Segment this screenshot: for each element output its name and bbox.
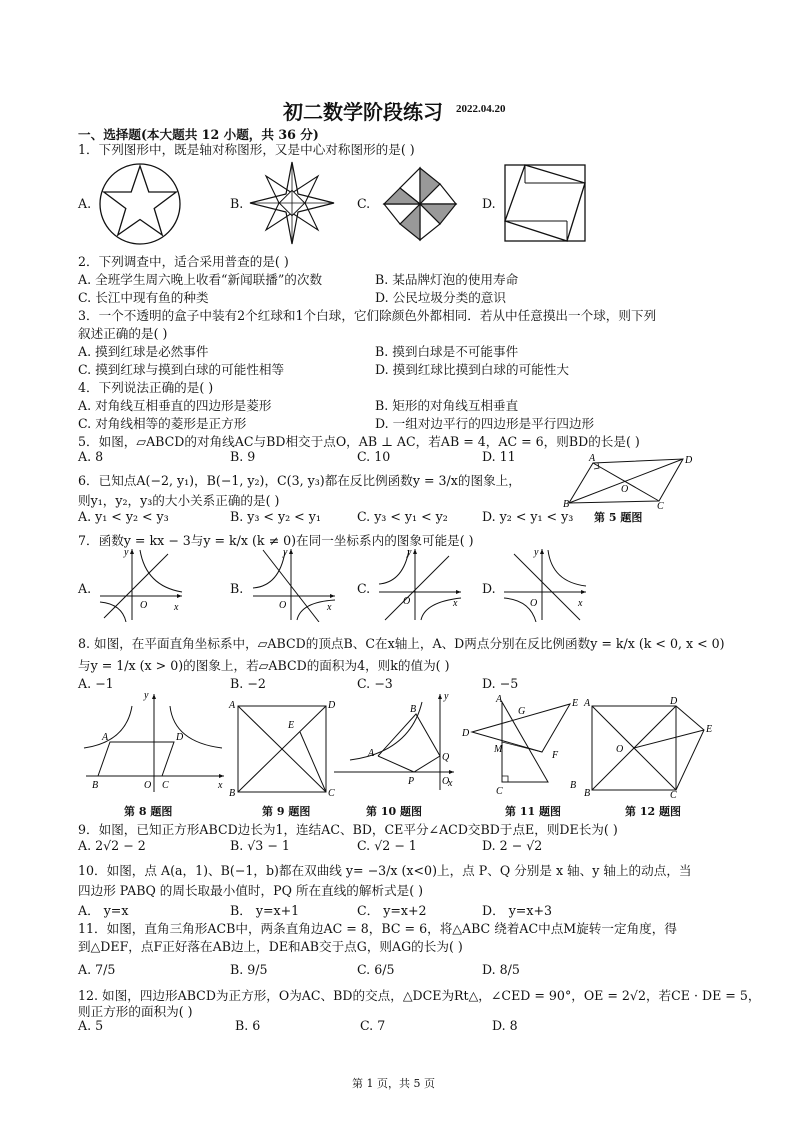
q11-label-b: B [570,780,577,791]
q11-stem: 11．如图，直角三角形ACB中，两条直角边AC = 8，BC = 6，将△ABC 绕着AC中点M旋转一定角度，得 [78,921,677,936]
q10-option-a[interactable]: A． y=x [78,903,129,918]
q6-option-d[interactable]: D. y₂ < y₁ < y₃ [482,509,574,524]
q8-stem: 8. 如图，在平面直角坐标系中，▱ABCD的顶点B、C在x轴上，A、D两点分别在反比例函数y = k/x (k < 0, x < 0) [78,636,725,651]
q4-option-d[interactable]: D. 一组对边平行的四边形是平行四边形 [375,416,595,431]
q10-figure [330,690,458,794]
q10-label-a: A [368,748,375,759]
q7a-o-label: O [140,600,148,611]
q5-option-c[interactable]: C. 10 [357,449,391,464]
q7b-y-label: y [283,547,288,558]
q12-option-c[interactable]: C. 7 [360,1018,386,1033]
q4-option-a[interactable]: A. 对角线互相垂直的四边形是菱形 [78,398,272,413]
q10-option-c[interactable]: C． y=x+2 [357,903,427,918]
q11-option-b[interactable]: B. 9/5 [230,962,268,977]
q4-option-c[interactable]: C. 对角线相等的菱形是正方形 [78,416,247,431]
q11-label-m: M [494,744,503,755]
q7c-o-label: O [403,596,411,607]
q12-stem-cont: 则正方形的面积为( ) [78,1004,193,1019]
q7-graph-a [96,546,186,622]
q7-option-b[interactable]: B. [230,581,244,596]
q5-label-o: O [621,484,629,495]
q12-label-d: D [670,696,678,707]
q1-option-d[interactable]: D. [482,196,496,211]
q2-option-c[interactable]: C. 长江中现有鱼的种类 [78,290,209,305]
q11-label-g: G [518,706,526,717]
q12-label-c: C [670,790,677,798]
q12-label-o: O [616,744,624,755]
q3-stem: 3．一个不透明的盒子中装有2个红球和1个白球，它们除颜色外都相同．若从中任意摸出一个球，则下列 [78,308,657,323]
page-footer: 第 1 页，共 5 页 [352,1077,435,1090]
page-title: 初二数学阶段练习 [283,100,443,124]
q11-option-a[interactable]: A. 7/5 [78,962,116,977]
q11-caption: 第 11 题图 [505,805,561,818]
q11-label-c: C [496,786,503,796]
q7c-y-label: y [407,547,412,558]
q5-label-a: A [589,453,596,464]
q3-option-d[interactable]: D. 摸到红球比摸到白球的可能性大 [375,362,569,377]
q7-option-d[interactable]: D. [482,581,496,596]
q9-label-e: E [288,720,295,731]
q8-option-b[interactable]: B. −2 [230,676,266,691]
q1-option-a[interactable]: A. [78,196,92,211]
q11-label-e: E [572,698,579,709]
q1-figure-c-pinwheel [374,162,466,246]
q6-option-c[interactable]: C. y₃ < y₁ < y₂ [357,509,448,524]
q7b-x-label: x [327,602,332,613]
q9-caption: 第 9 题图 [262,805,311,818]
q5-caption: 第 5 题图 [594,511,643,524]
q8-label-x: x [218,780,223,791]
q5-option-b[interactable]: B. 9 [230,449,256,464]
q10-caption: 第 10 题图 [366,805,422,818]
q2-option-d[interactable]: D. 公民垃圾分类的意识 [375,290,506,305]
section-heading: 一、选择题(本大题共 12 小题，共 36 分) [78,127,319,142]
q7-graph-c [375,546,465,622]
q2-option-a[interactable]: A. 全班学生周六晚上收看“新闻联播”的次数 [78,272,323,287]
q2-option-b[interactable]: B. 某品牌灯泡的使用寿命 [375,272,519,287]
q8-label-b: B [92,780,99,791]
q11-stem-cont: 到△DEF，点F正好落在AB边上，DE和AB交于点G，则AG的长为( ) [78,939,463,954]
q8-label-o: O [144,780,152,791]
q7a-x-label: x [174,602,179,613]
q5-figure-parallelogram [563,451,693,509]
q9-option-d[interactable]: D. 2 − √2 [482,838,543,853]
q5-label-c: C [657,501,664,509]
q8-caption: 第 8 题图 [124,805,173,818]
q5-option-a[interactable]: A. 8 [78,449,104,464]
q12-option-b[interactable]: B. 6 [235,1018,261,1033]
q7-graph-b [249,546,339,622]
q5-label-d: D [685,455,693,466]
q1-stem: 1．下列图形中，既是轴对称图形，又是中心对称图形的是( ) [78,142,415,157]
q9-label-b: B [229,788,236,798]
q4-stem: 4．下列说法正确的是( ) [78,380,214,395]
q11-option-c[interactable]: C. 6/5 [357,962,395,977]
q12-label-b: B [584,788,591,798]
q10-label-o: O [442,776,450,787]
q12-option-d[interactable]: D. 8 [492,1018,518,1033]
q8-label-a: A [102,732,109,743]
q8-figure [82,690,230,794]
q1-figure-a-star-in-circle [97,161,183,247]
q3-option-c[interactable]: C. 摸到红球与摸到白球的可能性相等 [78,362,285,377]
q11-option-d[interactable]: D. 8/5 [482,962,520,977]
q3-option-a[interactable]: A. 摸到红球是必然事件 [78,344,209,359]
q10-stem-cont: 四边形 PABQ 的周长取最小值时，PQ 所在直线的解析式是( ) [78,883,424,898]
q10-option-b[interactable]: B． y=x+1 [230,903,300,918]
q7a-y-label: y [124,547,129,558]
q12-stem: 12. 如图，四边形ABCD为正方形，O为AC、BD的交点，△DCE为Rt△，∠CED = 90°，OE = 2√2，若CE · DE = 5， [78,988,761,1003]
q1-figure-d-square-pattern [503,163,587,243]
q1-option-b[interactable]: B. [230,196,244,211]
q10-label-x: x [448,778,453,789]
page-date: 2022.04.20 [456,103,506,115]
q7b-o-label: O [279,600,287,611]
q10-stem: 10．如图，点 A(a，1)、B(−1，b)都在双曲线 y= −3/x (x<0)上，点 P、Q 分别是 x 轴、y 轴上的动点，当 [78,863,692,878]
q11-figure [458,694,591,798]
q10-label-b: B [410,704,417,715]
q9-option-b[interactable]: B. √3 − 1 [230,838,290,853]
q5-option-d[interactable]: D. 11 [482,449,516,464]
q7-stem: 7．函数y = kx − 3与y = k/x (k ≠ 0)在同一坐标系内的图象可能是( ) [78,533,474,548]
q2-stem: 2．下列调查中，适合采用普查的是( ) [78,254,289,269]
q10-label-q: Q [442,752,450,763]
q9-label-d: D [328,700,336,711]
q10-label-p: P [408,776,415,787]
q8-label-c: C [162,780,169,791]
q9-stem: 9．如图，已知正方形ABCD边长为1，连结AC、BD，CE平分∠ACD交BD于点E，则DE长为( ) [78,822,618,837]
q3-stem-cont: 叙述正确的是( ) [78,326,168,341]
q9-option-c[interactable]: C. √2 − 1 [357,838,417,853]
q9-label-a: A [229,700,236,711]
q6-stem-cont: 则y₁，y₂，y₃的大小关系正确的是( ) [78,493,280,508]
q12-option-a[interactable]: A. 5 [78,1018,104,1033]
q12-label-a: A [584,698,591,709]
q9-option-a[interactable]: A. 2√2 − 2 [78,838,146,853]
q7-option-c[interactable]: C. [357,581,371,596]
q8-stem-cont: 与y = 1/x (x > 0)的图象上，若▱ABCD的面积为4，则k的值为( ) [78,658,450,673]
q7c-x-label: x [453,598,458,609]
q6-stem: 6．已知点A(−2, y₁)，B(−1, y₂)，C(3, y₃)都在反比例函数y = 3/x的图象上， [78,473,521,488]
q7d-o-label: O [530,598,538,609]
q3-option-b[interactable]: B. 摸到白球是不可能事件 [375,344,519,359]
q7d-x-label: x [578,598,583,609]
q12-caption: 第 12 题图 [625,805,681,818]
q5-label-b: B [563,499,570,509]
q7d-y-label: y [534,547,539,558]
q8-option-a[interactable]: A. −1 [78,676,114,691]
q6-option-b[interactable]: B. y₃ < y₂ < y₁ [230,509,321,524]
q8-option-d[interactable]: D. −5 [482,676,519,691]
q9-figure [226,696,336,798]
q10-label-y: y [444,691,449,702]
q5-stem: 5．如图，▱ABCD的对角线AC与BD相交于点O，AB ⊥ AC，若AB = 4，AC = 6，则BD的长是( ) [78,434,640,449]
q11-label-a: A [496,694,503,705]
q12-label-e: E [706,724,713,735]
q7-option-a[interactable]: A. [78,581,92,596]
q10-option-d[interactable]: D． y=x+3 [482,903,553,918]
q12-figure [582,696,720,798]
q9-label-c: C [328,788,335,798]
q7-graph-d [500,546,590,622]
q11-label-f: F [552,750,559,761]
q1-figure-b-compass-star [246,160,338,246]
q8-option-c[interactable]: C. −3 [357,676,393,691]
q4-option-b[interactable]: B. 矩形的对角线互相垂直 [375,398,519,413]
q6-option-a[interactable]: A. y₁ < y₂ < y₃ [78,509,169,524]
q8-label-d: D [176,732,184,743]
q1-option-c[interactable]: C. [357,196,371,211]
q11-label-d: D [462,728,470,739]
q8-label-y: y [144,690,149,701]
